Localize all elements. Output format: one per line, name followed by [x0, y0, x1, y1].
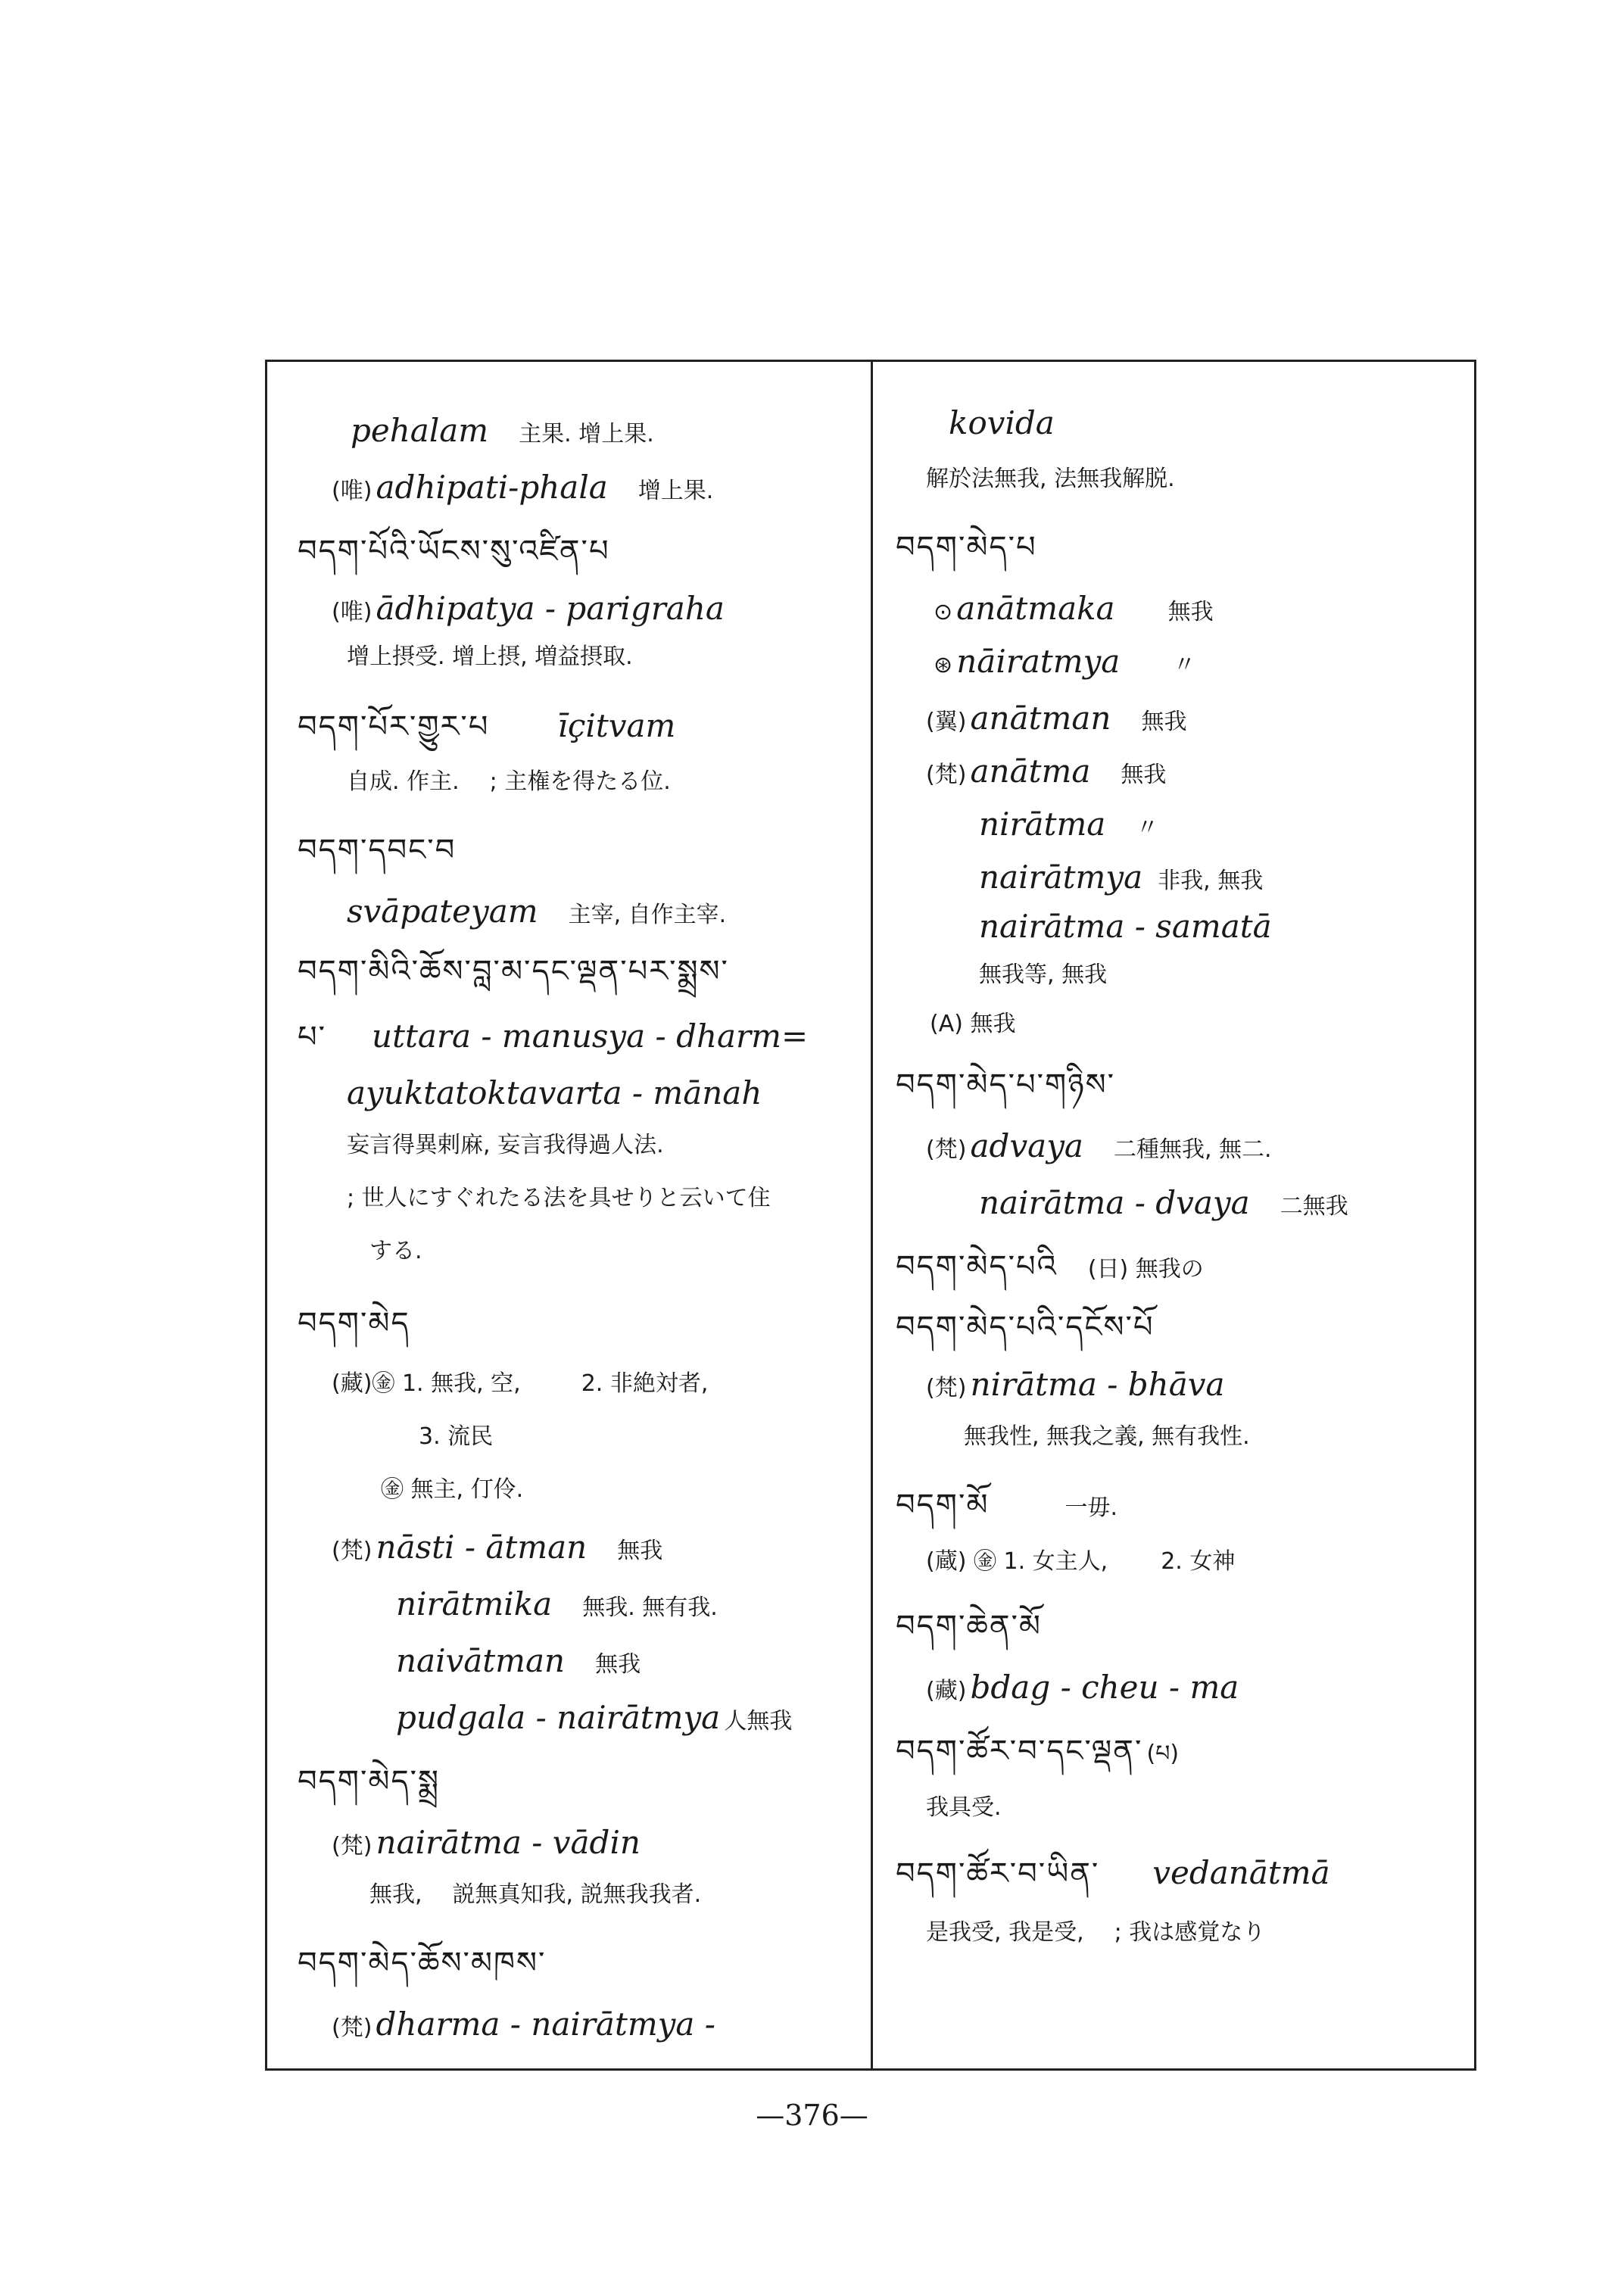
entry-line: naivātman 無我 — [396, 1642, 641, 1679]
entry-line: nirātmika 無我. 無有我. — [396, 1585, 718, 1622]
entry-line: བདག་མེད་པའི (日) 無我の — [896, 1249, 1204, 1284]
entry-line: (藏)㊎ 1. 無我, 空, 2. 非絶対者, — [332, 1370, 709, 1397]
tibetan-headword: བདག་མེད་པ — [896, 530, 1037, 565]
entry-line: (A) 無我 — [930, 1011, 1016, 1037]
entry-line: 無我, 説無真知我, 説無我我者. — [369, 1881, 702, 1908]
dictionary-frame — [265, 360, 1476, 2071]
tibetan-headword: བདག་པོའི་ཡོངས་སུ་འཛིན་པ — [298, 534, 610, 569]
entry-line: (藏) bdag - cheu - ma — [926, 1669, 1239, 1706]
entry-line: 妄言得異剌麻, 妄言我得過人法. — [347, 1132, 664, 1158]
entry-line: (梵) dharma - nairātmya - — [332, 2006, 715, 2043]
entry-line: ⊛ nāiratmya 〃 — [934, 643, 1196, 680]
entry-line: ; 世人にすぐれたる法を具せりと云いて住 — [347, 1185, 771, 1211]
entry-line: 自成. 作主. ; 主権を得たる位. — [347, 768, 671, 795]
entry-line: する. — [369, 1238, 422, 1264]
entry-line: pudgala - nairātmya 人無我 — [396, 1699, 793, 1736]
entry-line: བདག་པོར་གྱུར་པ īçitvam — [298, 707, 676, 744]
entry-line: (梵) advaya 二種無我, 無二. — [926, 1127, 1272, 1164]
entry-line: (梵) nairātma - vādin — [332, 1824, 641, 1861]
entry-line: (梵) anātma 無我 — [926, 753, 1167, 790]
entry-line: kovida — [949, 404, 1055, 441]
entry-line: (梵) nirātma - bhāva — [926, 1366, 1225, 1403]
entry-line: 無我等, 無我 — [979, 962, 1108, 988]
entry-line: nairātmya 非我, 無我 — [979, 859, 1264, 896]
entry-line: svāpateyam 主宰, 自作主宰. — [347, 893, 727, 930]
tibetan-headword: བདག་ཆེན་མོ — [896, 1609, 1042, 1644]
tibetan-headword: བདག་མེད་པ་གཉིས་ — [896, 1068, 1115, 1102]
tibetan-headword: བདག་མེད — [298, 1306, 410, 1341]
entry-line: 無我性, 無我之義, 無有我性. — [964, 1423, 1250, 1450]
page-number: —376— — [756, 2099, 868, 2132]
entry-line: nirātma 〃 — [979, 806, 1159, 843]
entry-line: 我具受. — [926, 1794, 1002, 1821]
entry-line: བདག་ཚོར་བ་དང་ལྡན་ (པ) — [896, 1734, 1180, 1769]
tibetan-headword: བདག་དབང་བ — [298, 833, 457, 868]
entry-line: (唯) adhipati-phala 增上果. — [332, 469, 714, 506]
column-divider — [871, 362, 873, 2068]
entry-line: བདག་ཚོར་བ་ཡིན་ vedanātmā — [896, 1854, 1330, 1891]
entry-line: nairātma - dvaya 二無我 — [979, 1184, 1348, 1221]
entry-line: 3. 流民 — [419, 1423, 494, 1450]
entry-line: (唯) ādhipatya - parigraha — [332, 590, 725, 627]
entry-line: 解於法無我, 法無我解脱. — [926, 466, 1175, 492]
entry-line: (梵) nāsti - ātman 無我 — [332, 1529, 663, 1566]
entry-line: (翼) anātman 無我 — [926, 700, 1187, 737]
entry-line: 增上摂受. 增上摂, 増益摂取. — [347, 644, 633, 670]
entry-line: nairātma - samatā — [979, 908, 1272, 945]
tibetan-headword: བདག་མེད་པའི་དངོས་པོ — [896, 1310, 1155, 1345]
entry-line: བདག་མོ 一毋. — [896, 1488, 1117, 1523]
entry-line: ayuktatoktavarta - mānah — [347, 1074, 762, 1111]
entry-line: ⊙ anātmaka 無我 — [934, 590, 1214, 627]
entry-line: (蔵) ㊎ 1. 女主人, 2. 女神 — [926, 1548, 1236, 1575]
entry-line: 是我受, 我是受, ; 我は感覚なり — [926, 1919, 1266, 1946]
entry-line: པ་ uttara - manusya - dharm= — [298, 1018, 809, 1055]
tibetan-headword: བདག་མིའི་ཆོས་བླ་མ་དང་ལྡན་པར་སྨྲས་ — [298, 954, 729, 989]
tibetan-headword: བདག་མེད་སྨྲ — [298, 1764, 440, 1799]
tibetan-headword: བདག་མེད་ཆོས་མཁས་ — [298, 1946, 547, 1981]
entry-line: pehalam 主果. 增上果. — [351, 412, 654, 449]
entry-line: ㊎ 無主, 仃伶. — [381, 1476, 524, 1503]
